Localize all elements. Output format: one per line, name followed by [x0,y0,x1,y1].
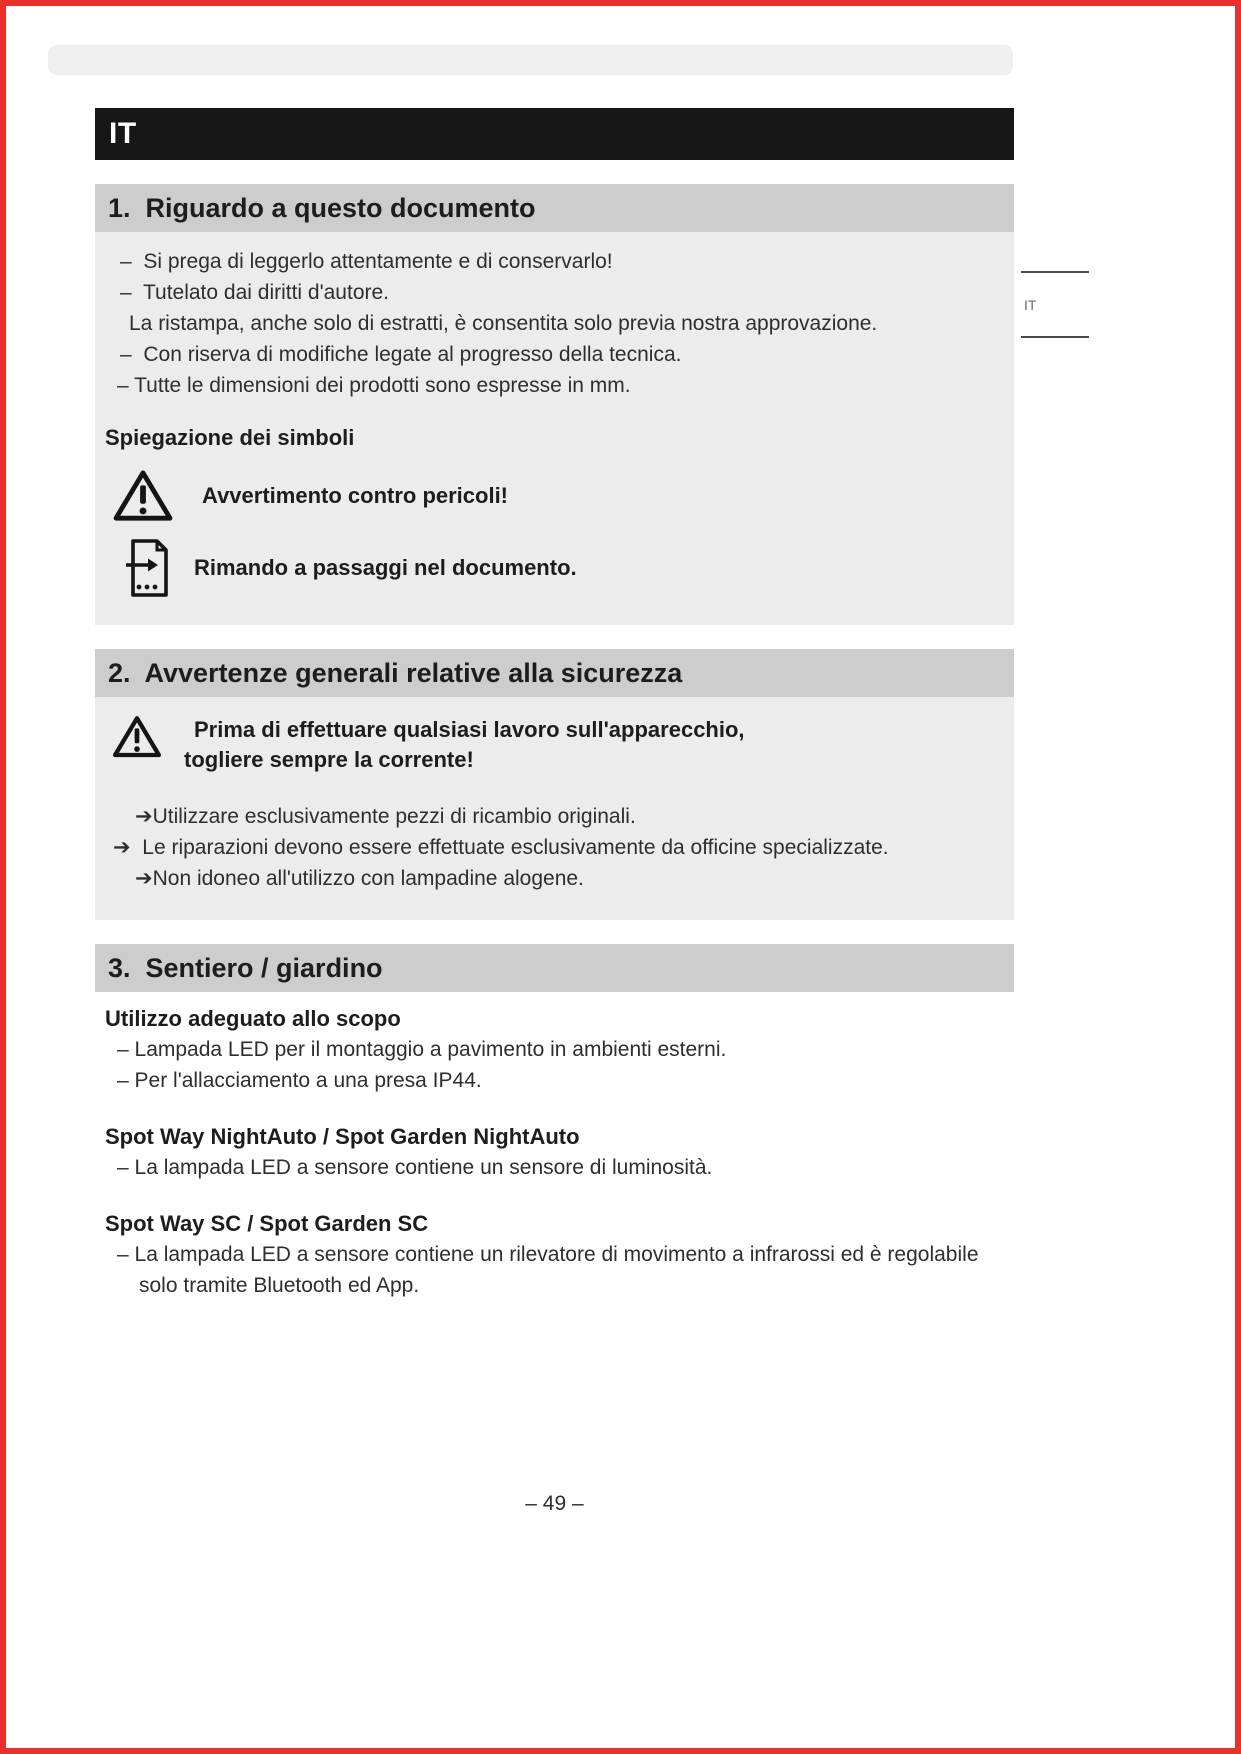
document-reference-label: Rimando a passaggi nel documento. [194,555,577,580]
document-reference-symbol-row [95,537,996,599]
content-column [95,108,1014,1327]
page-number: – 49 – [525,1492,584,1515]
instruction-item: ➔ Le riparazioni devono essere effettuate esclusivamente da officine specializzate. [113,836,889,859]
section-body [95,697,1014,920]
list-item: La ristampa, anche solo di estratti, è consentita solo previa nostra approvazione. [129,312,878,335]
list-item: – Con riserva di modifiche legate al progresso della tecnica. [120,343,682,366]
language-label: IT [109,117,137,150]
section-title: 1. Riguardo a questo documento [95,184,1014,232]
top-margin-strip [48,45,1013,75]
symbols-explanation-heading: Spiegazione dei simboli [105,425,355,450]
section-title: 2. Avvertenze generali relative alla sicurezza [95,649,1014,697]
language-header-bar [95,108,1014,160]
warning-symbol-row [95,469,996,523]
section-title: 3. Sentiero / giardino [95,944,1014,992]
list-item: – Lampada LED per il montaggio a pavimento in ambienti esterni. [117,1038,727,1061]
nightauto-heading: Spot Way NightAuto / Spot Garden NightAuto [105,1124,580,1149]
sc-heading: Spot Way SC / Spot Garden SC [105,1211,429,1236]
section-body [95,232,1014,625]
list-item: – Tutelato dai diritti d'autore. [120,281,390,304]
list-item: – Per l'allacciamento a una presa IP44. [117,1069,482,1092]
warning-triangle-icon [112,469,174,523]
section-about-document [95,184,1014,625]
instruction-item: ➔Non idoneo all'utilizzo con lampadine alogene. [135,867,584,890]
section-general-safety [95,649,1014,920]
safety-instructions [95,801,996,894]
side-tab-label: IT [1024,296,1037,313]
safety-warning-line: togliere sempre la corrente! [184,747,474,772]
safety-warning-text [184,715,745,775]
instruction-item: ➔Utilizzare esclusivamente pezzi di ricambio originali. [135,805,636,828]
page-edge-index-tab [1021,271,1089,338]
warning-triangle-icon [112,715,162,759]
intended-use-list [95,1034,996,1096]
list-item: – Tutte le dimensioni dei prodotti sono espresse in mm. [117,374,631,397]
list-item: – Si prega di leggerlo attentamente e di conservarlo! [120,250,613,273]
nightauto-list [95,1152,996,1183]
list-item: – La lampada LED a sensore contiene un sensore di luminosità. [117,1156,713,1179]
safety-warning-row [95,711,996,775]
intended-use-heading: Utilizzo adeguato allo scopo [105,1006,401,1031]
safety-warning-line: Prima di effettuare qualsiasi lavoro sull'apparecchio, [194,717,745,742]
section-body [95,992,1014,1327]
document-reference-icon [126,537,170,599]
list-item: – La lampada LED a sensore contiene un rilevatore di movimento a infrarossi ed è regolabile solo tramite Bluetooth ed App. [117,1243,985,1297]
section-path-garden [95,944,1014,1327]
warning-symbol-label: Avvertimento contro pericoli! [202,483,509,508]
sc-list [95,1239,996,1301]
